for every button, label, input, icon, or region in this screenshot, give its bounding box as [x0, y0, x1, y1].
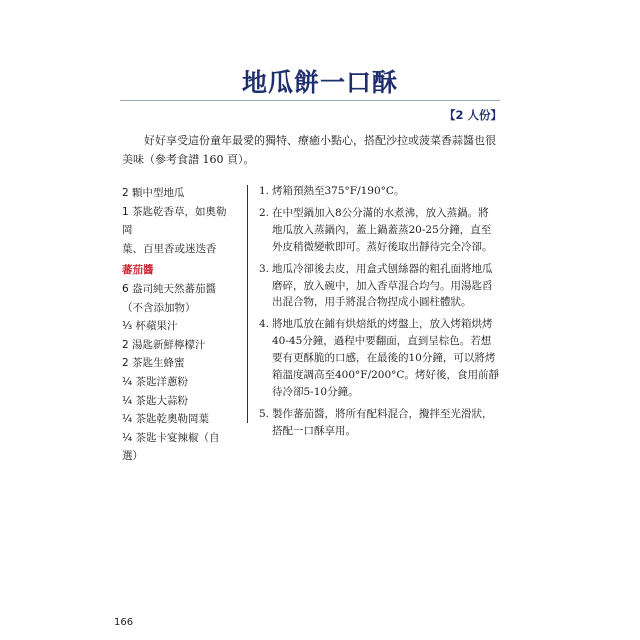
ingredient-line: ⅓ 杯蘋果汁 [122, 320, 178, 333]
ingredient-line: ¼ 茶匙洋蔥粉 [122, 375, 189, 388]
intro-paragraph: 好好享受這份童年最愛的獨特、療癒小點心，搭配沙拉或菠菜香蒜醬也很美味（參考食譜 160 頁）。 [122, 134, 496, 166]
step-number: 2. [259, 206, 270, 219]
ingredient-item [122, 317, 234, 336]
step-text [272, 261, 499, 312]
sauce-heading: 蕃茄醬 [122, 264, 154, 277]
title-rule [120, 100, 500, 101]
page-title: 地瓜餅一口酥 [241, 68, 398, 97]
ingredient-list [122, 184, 234, 466]
step-line: 在中型鍋加入8公分滿的水煮沸，放入蒸鍋。將 [272, 206, 489, 219]
ingredient-item [122, 373, 234, 392]
ingredient-line: ¼ 茶匙卡宴辣椒（自選） [122, 431, 220, 463]
ingredient-line: ¼ 茶匙乾奧勒岡葉 [122, 413, 210, 426]
step-line: 將地瓜放在鋪有烘焙紙的烤盤上，放入烤箱烘烤 [272, 318, 493, 331]
ingredient-item [122, 392, 234, 411]
ingredient-item [122, 410, 234, 429]
step-line: 搭配一口酥享用。 [272, 424, 356, 437]
ingredient-line: 2 顆中型地瓜 [122, 187, 185, 199]
step-text [272, 205, 499, 256]
step-text [272, 316, 499, 401]
ingredient-line: （不含添加物） [122, 301, 196, 314]
step-line: 磨碎，放入碗中，加入香草混合均勻。用湯匙舀 [272, 279, 493, 292]
step-number: 4. [259, 318, 270, 331]
ingredient-item [122, 429, 234, 466]
step-line: 地瓜冷卻後去皮，用盒式刨絲器的粗孔面將地瓜 [272, 262, 493, 275]
step-line: 待冷卻5-10分鐘。 [272, 385, 359, 398]
ingredient-line: 6 盎司純天然蕃茄醬 [122, 282, 217, 295]
ingredient-line: 葉、百里香或迷迭香 [122, 242, 217, 255]
ingredient-line: ¼ 茶匙大蒜粉 [122, 394, 189, 407]
step-line: 地瓜放入蒸鍋內，蓋上鍋蓋蒸20-25分鐘，直至 [272, 223, 492, 236]
step-number: 1. [259, 185, 270, 197]
step-line: 箱溫度調高至400°F/200°C。烤好後，食用前靜 [272, 369, 499, 382]
step-line: 烤箱預熱至375°F/190°C。 [272, 185, 405, 197]
servings-label: 【2 人份】 [443, 108, 502, 122]
step-line: 外皮稍微變軟即可。蒸好後取出靜待完全冷卻。 [272, 240, 493, 253]
step-item [259, 406, 499, 440]
ingredient-item [122, 354, 234, 373]
ingredient-item [122, 280, 234, 317]
ingredient-item [122, 336, 234, 355]
step-number: 5. [259, 407, 270, 420]
step-text [272, 183, 499, 200]
step-text [272, 406, 499, 440]
step-line: 40-45分鐘，過程中要翻面，直到呈棕色。若想 [272, 335, 492, 348]
step-item [259, 205, 499, 256]
ingredient-line: 2 茶匙生蜂蜜 [122, 357, 185, 370]
page-number: 166 [114, 617, 134, 628]
instruction-steps [259, 183, 499, 445]
step-item [259, 183, 499, 200]
step-line: 要有更酥脆的口感，在最後的10分鐘，可以將烤 [272, 352, 496, 365]
ingredient-line: 1 茶匙乾香草，如奧勒岡 [122, 205, 227, 237]
step-item [259, 316, 499, 401]
column-divider [247, 185, 248, 423]
step-line: 製作蕃茄醬，將所有配料混合，攪拌至光滑狀， [272, 407, 493, 420]
ingredient-item [122, 203, 234, 259]
ingredient-line: 2 湯匙新鮮檸檬汁 [122, 338, 206, 351]
step-number: 3. [259, 262, 270, 275]
ingredient-item [122, 184, 234, 203]
step-item [259, 261, 499, 312]
step-line: 出混合物，用手將混合物捏成小圓柱體狀。 [272, 296, 472, 309]
